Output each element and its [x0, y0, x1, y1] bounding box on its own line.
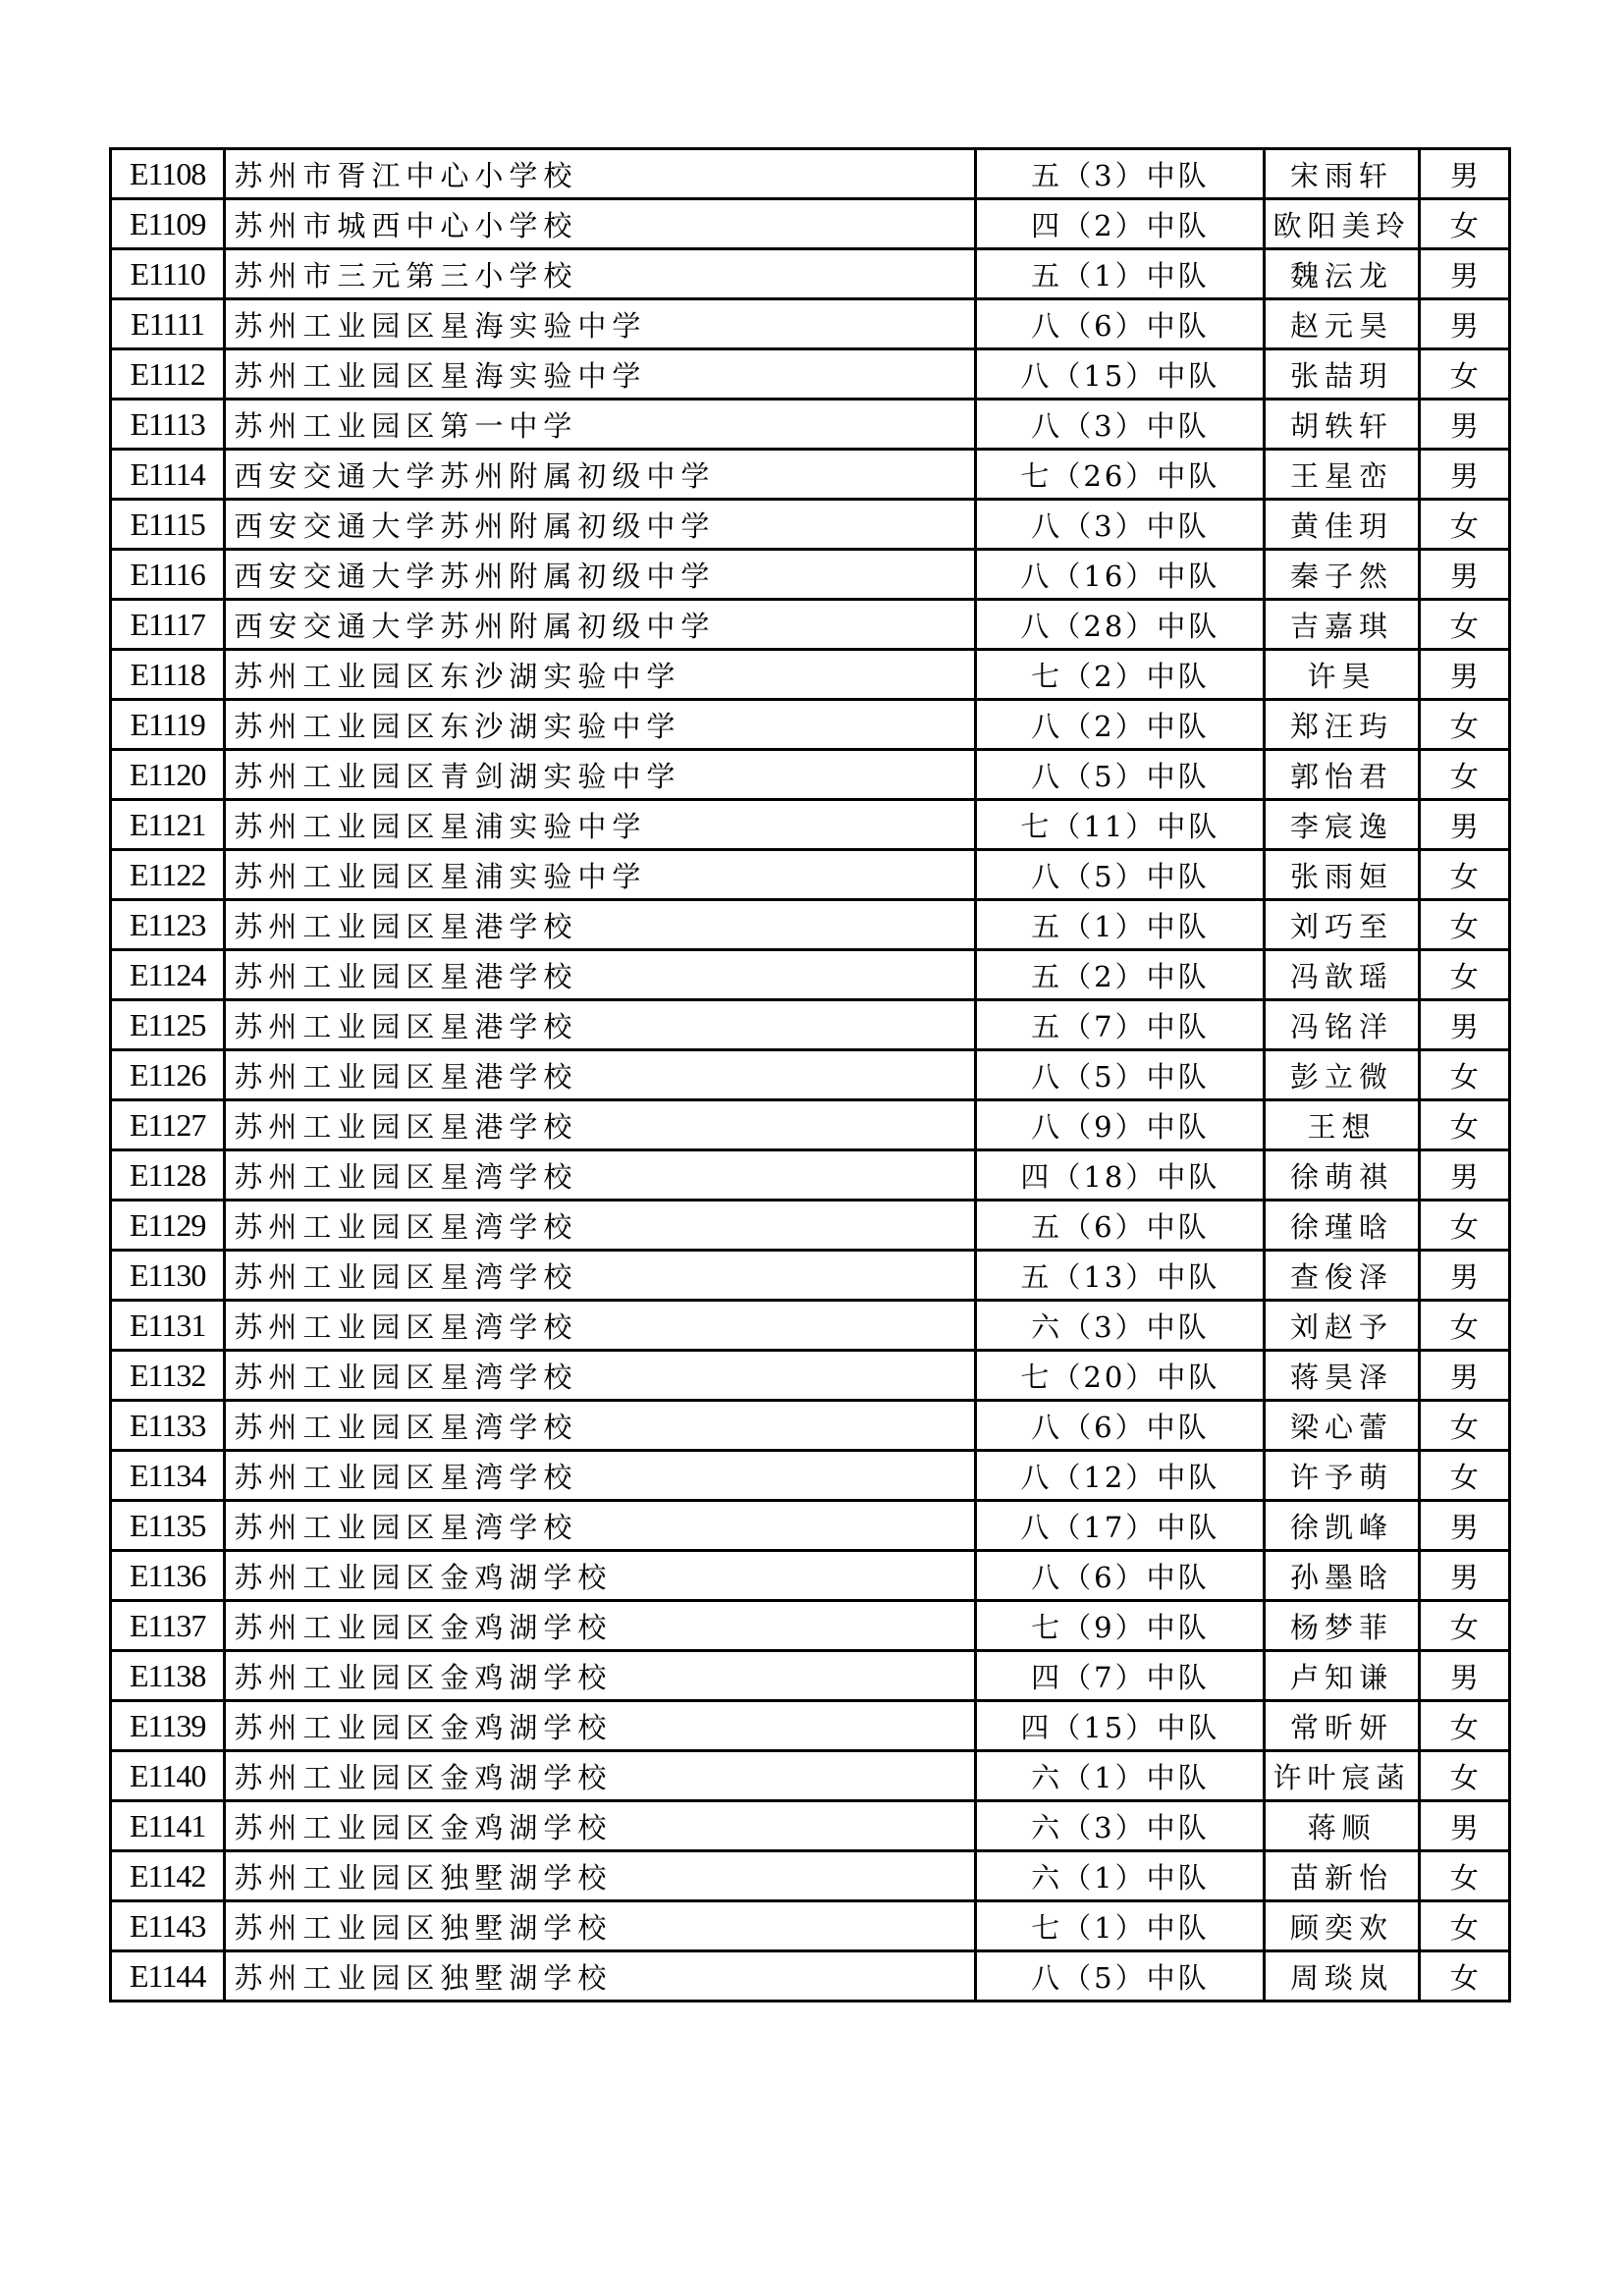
class-cell: 八（3）中队: [976, 400, 1265, 450]
student-id-cell: E1120: [111, 750, 225, 800]
school-cell: 苏州工业园区星湾学校: [225, 1501, 976, 1551]
student-name-cell: 许昊: [1265, 650, 1419, 700]
class-cell: 五（2）中队: [976, 950, 1265, 1000]
table-row: [111, 1251, 1510, 1301]
student-name-cell: 王星峦: [1265, 450, 1419, 500]
class-cell: 八（5）中队: [976, 750, 1265, 800]
class-cell: 四（2）中队: [976, 199, 1265, 249]
gender-cell: 男: [1419, 1501, 1509, 1551]
student-id-cell: E1144: [111, 1951, 225, 2002]
gender-cell: 女: [1419, 1851, 1509, 1901]
class-cell: 八（3）中队: [976, 500, 1265, 550]
class-cell: 六（1）中队: [976, 1851, 1265, 1901]
gender-cell: 女: [1419, 850, 1509, 900]
table-row: [111, 299, 1510, 349]
table-row: [111, 800, 1510, 850]
school-cell: 西安交通大学苏州附属初级中学: [225, 450, 976, 500]
gender-cell: 男: [1419, 1551, 1509, 1601]
school-cell: 苏州市胥江中心小学校: [225, 149, 976, 199]
table-row: [111, 550, 1510, 600]
student-id-cell: E1137: [111, 1601, 225, 1651]
table-row: [111, 1050, 1510, 1100]
gender-cell: 女: [1419, 950, 1509, 1000]
class-cell: 八（5）中队: [976, 1951, 1265, 2002]
gender-cell: 女: [1419, 750, 1509, 800]
class-cell: 七（2）中队: [976, 650, 1265, 700]
student-name-cell: 徐瑾晗: [1265, 1201, 1419, 1251]
student-id-cell: E1117: [111, 600, 225, 650]
table-row: [111, 149, 1510, 199]
table-row: [111, 199, 1510, 249]
student-name-cell: 王想: [1265, 1100, 1419, 1150]
table-row: [111, 950, 1510, 1000]
class-cell: 五（3）中队: [976, 149, 1265, 199]
gender-cell: 男: [1419, 550, 1509, 600]
gender-cell: 女: [1419, 1901, 1509, 1951]
student-id-cell: E1132: [111, 1351, 225, 1401]
gender-cell: 男: [1419, 1251, 1509, 1301]
class-cell: 八（6）中队: [976, 1401, 1265, 1451]
class-cell: 六（1）中队: [976, 1751, 1265, 1801]
student-id-cell: E1141: [111, 1801, 225, 1851]
school-cell: 苏州工业园区星港学校: [225, 950, 976, 1000]
student-id-cell: E1121: [111, 800, 225, 850]
table-row: [111, 1951, 1510, 2002]
gender-cell: 女: [1419, 1201, 1509, 1251]
student-name-cell: 欧阳美玲: [1265, 199, 1419, 249]
student-id-cell: E1114: [111, 450, 225, 500]
gender-cell: 男: [1419, 650, 1509, 700]
class-cell: 八（15）中队: [976, 349, 1265, 400]
school-cell: 苏州工业园区星港学校: [225, 1100, 976, 1150]
school-cell: 西安交通大学苏州附属初级中学: [225, 550, 976, 600]
student-id-cell: E1122: [111, 850, 225, 900]
student-id-cell: E1125: [111, 1000, 225, 1050]
school-cell: 苏州工业园区东沙湖实验中学: [225, 700, 976, 750]
student-id-cell: E1131: [111, 1301, 225, 1351]
school-cell: 苏州工业园区星湾学校: [225, 1351, 976, 1401]
school-cell: 苏州工业园区星港学校: [225, 1000, 976, 1050]
gender-cell: 女: [1419, 600, 1509, 650]
student-name-cell: 周琰岚: [1265, 1951, 1419, 2002]
student-id-cell: E1139: [111, 1701, 225, 1751]
student-id-cell: E1142: [111, 1851, 225, 1901]
table-row: [111, 1901, 1510, 1951]
school-cell: 苏州工业园区金鸡湖学校: [225, 1801, 976, 1851]
class-cell: 八（5）中队: [976, 850, 1265, 900]
class-cell: 五（1）中队: [976, 900, 1265, 950]
student-name-cell: 蒋顺: [1265, 1801, 1419, 1851]
student-name-cell: 赵元昊: [1265, 299, 1419, 349]
class-cell: 八（6）中队: [976, 299, 1265, 349]
gender-cell: 女: [1419, 900, 1509, 950]
class-cell: 八（2）中队: [976, 700, 1265, 750]
table-row: [111, 1701, 1510, 1751]
table-row: [111, 1150, 1510, 1201]
gender-cell: 男: [1419, 400, 1509, 450]
student-name-cell: 张雨姮: [1265, 850, 1419, 900]
table-row: [111, 1751, 1510, 1801]
class-cell: 七（9）中队: [976, 1601, 1265, 1651]
gender-cell: 男: [1419, 1000, 1509, 1050]
school-cell: 西安交通大学苏州附属初级中学: [225, 500, 976, 550]
student-name-cell: 魏沄龙: [1265, 249, 1419, 299]
student-name-cell: 黄佳玥: [1265, 500, 1419, 550]
school-cell: 苏州工业园区独墅湖学校: [225, 1951, 976, 2002]
student-name-cell: 冯铭洋: [1265, 1000, 1419, 1050]
table-row: [111, 1651, 1510, 1701]
table-row: [111, 1201, 1510, 1251]
student-id-cell: E1134: [111, 1451, 225, 1501]
school-cell: 苏州工业园区独墅湖学校: [225, 1901, 976, 1951]
student-id-cell: E1128: [111, 1150, 225, 1201]
student-name-cell: 查俊泽: [1265, 1251, 1419, 1301]
table-body: [111, 149, 1510, 2002]
class-cell: 七（11）中队: [976, 800, 1265, 850]
student-id-cell: E1115: [111, 500, 225, 550]
school-cell: 苏州工业园区金鸡湖学校: [225, 1751, 976, 1801]
gender-cell: 男: [1419, 1351, 1509, 1401]
table-row: [111, 1801, 1510, 1851]
student-name-cell: 秦子然: [1265, 550, 1419, 600]
student-id-cell: E1127: [111, 1100, 225, 1150]
school-cell: 苏州工业园区金鸡湖学校: [225, 1601, 976, 1651]
school-cell: 苏州工业园区星湾学校: [225, 1201, 976, 1251]
student-id-cell: E1138: [111, 1651, 225, 1701]
class-cell: 五（7）中队: [976, 1000, 1265, 1050]
table-row: [111, 900, 1510, 950]
table-row: [111, 400, 1510, 450]
table-row: [111, 249, 1510, 299]
table-row: [111, 1451, 1510, 1501]
student-id-cell: E1143: [111, 1901, 225, 1951]
gender-cell: 女: [1419, 1451, 1509, 1501]
student-name-cell: 蒋昊泽: [1265, 1351, 1419, 1401]
student-name-cell: 徐凯峰: [1265, 1501, 1419, 1551]
table-row: [111, 1000, 1510, 1050]
student-id-cell: E1123: [111, 900, 225, 950]
class-cell: 六（3）中队: [976, 1301, 1265, 1351]
gender-cell: 男: [1419, 299, 1509, 349]
school-cell: 苏州工业园区星浦实验中学: [225, 800, 976, 850]
table-row: [111, 1501, 1510, 1551]
class-cell: 八（5）中队: [976, 1050, 1265, 1100]
class-cell: 八（17）中队: [976, 1501, 1265, 1551]
gender-cell: 女: [1419, 1301, 1509, 1351]
class-cell: 四（15）中队: [976, 1701, 1265, 1751]
student-name-cell: 张喆玥: [1265, 349, 1419, 400]
table-row: [111, 1100, 1510, 1150]
gender-cell: 男: [1419, 800, 1509, 850]
class-cell: 八（12）中队: [976, 1451, 1265, 1501]
student-id-cell: E1126: [111, 1050, 225, 1100]
student-name-cell: 梁心蕾: [1265, 1401, 1419, 1451]
school-cell: 苏州工业园区金鸡湖学校: [225, 1551, 976, 1601]
school-cell: 西安交通大学苏州附属初级中学: [225, 600, 976, 650]
school-cell: 苏州工业园区第一中学: [225, 400, 976, 450]
class-cell: 五（13）中队: [976, 1251, 1265, 1301]
gender-cell: 女: [1419, 349, 1509, 400]
student-name-cell: 郭怡君: [1265, 750, 1419, 800]
gender-cell: 女: [1419, 1401, 1509, 1451]
table-row: [111, 1401, 1510, 1451]
gender-cell: 男: [1419, 1651, 1509, 1701]
school-cell: 苏州工业园区东沙湖实验中学: [225, 650, 976, 700]
school-cell: 苏州工业园区星港学校: [225, 900, 976, 950]
table-row: [111, 1301, 1510, 1351]
school-cell: 苏州工业园区星海实验中学: [225, 299, 976, 349]
class-cell: 五（6）中队: [976, 1201, 1265, 1251]
class-cell: 七（26）中队: [976, 450, 1265, 500]
class-cell: 四（18）中队: [976, 1150, 1265, 1201]
school-cell: 苏州市三元第三小学校: [225, 249, 976, 299]
gender-cell: 女: [1419, 1601, 1509, 1651]
student-name-cell: 许叶宸菡: [1265, 1751, 1419, 1801]
school-cell: 苏州市城西中心小学校: [225, 199, 976, 249]
table-row: [111, 1351, 1510, 1401]
student-id-cell: E1124: [111, 950, 225, 1000]
gender-cell: 男: [1419, 149, 1509, 199]
class-cell: 八（16）中队: [976, 550, 1265, 600]
student-id-cell: E1119: [111, 700, 225, 750]
student-name-cell: 苗新怡: [1265, 1851, 1419, 1901]
school-cell: 苏州工业园区星港学校: [225, 1050, 976, 1100]
school-cell: 苏州工业园区星湾学校: [225, 1401, 976, 1451]
school-cell: 苏州工业园区星湾学校: [225, 1301, 976, 1351]
student-name-cell: 杨梦菲: [1265, 1601, 1419, 1651]
gender-cell: 男: [1419, 450, 1509, 500]
class-cell: 六（3）中队: [976, 1801, 1265, 1851]
table-row: [111, 1851, 1510, 1901]
table-row: [111, 349, 1510, 400]
student-name-cell: 郑汪玙: [1265, 700, 1419, 750]
student-name-cell: 顾奕欢: [1265, 1901, 1419, 1951]
gender-cell: 男: [1419, 1801, 1509, 1851]
student-id-cell: E1129: [111, 1201, 225, 1251]
student-name-cell: 彭立微: [1265, 1050, 1419, 1100]
student-id-cell: E1130: [111, 1251, 225, 1301]
table-row: [111, 850, 1510, 900]
table-row: [111, 650, 1510, 700]
school-cell: 苏州工业园区独墅湖学校: [225, 1851, 976, 1901]
class-cell: 四（7）中队: [976, 1651, 1265, 1701]
gender-cell: 女: [1419, 1050, 1509, 1100]
table-row: [111, 700, 1510, 750]
table-row: [111, 450, 1510, 500]
class-cell: 五（1）中队: [976, 249, 1265, 299]
student-name-cell: 卢知谦: [1265, 1651, 1419, 1701]
student-name-cell: 李宸逸: [1265, 800, 1419, 850]
student-id-cell: E1140: [111, 1751, 225, 1801]
student-id-cell: E1118: [111, 650, 225, 700]
student-name-cell: 宋雨轩: [1265, 149, 1419, 199]
gender-cell: 男: [1419, 1150, 1509, 1201]
student-name-cell: 常昕妍: [1265, 1701, 1419, 1751]
school-cell: 苏州工业园区星湾学校: [225, 1251, 976, 1301]
student-name-cell: 刘赵予: [1265, 1301, 1419, 1351]
class-cell: 七（1）中队: [976, 1901, 1265, 1951]
school-cell: 苏州工业园区星海实验中学: [225, 349, 976, 400]
class-cell: 八（28）中队: [976, 600, 1265, 650]
class-cell: 八（9）中队: [976, 1100, 1265, 1150]
table-row: [111, 750, 1510, 800]
student-id-cell: E1108: [111, 149, 225, 199]
gender-cell: 女: [1419, 700, 1509, 750]
student-list-table: [109, 147, 1511, 2002]
student-name-cell: 吉嘉琪: [1265, 600, 1419, 650]
school-cell: 苏州工业园区星湾学校: [225, 1150, 976, 1201]
gender-cell: 女: [1419, 199, 1509, 249]
table-row: [111, 500, 1510, 550]
student-name-cell: 孙墨晗: [1265, 1551, 1419, 1601]
student-id-cell: E1109: [111, 199, 225, 249]
gender-cell: 女: [1419, 1951, 1509, 2002]
class-cell: 七（20）中队: [976, 1351, 1265, 1401]
gender-cell: 女: [1419, 1701, 1509, 1751]
student-id-cell: E1133: [111, 1401, 225, 1451]
school-cell: 苏州工业园区金鸡湖学校: [225, 1701, 976, 1751]
student-id-cell: E1112: [111, 349, 225, 400]
student-id-cell: E1136: [111, 1551, 225, 1601]
student-id-cell: E1110: [111, 249, 225, 299]
gender-cell: 女: [1419, 1751, 1509, 1801]
table-row: [111, 1551, 1510, 1601]
student-id-cell: E1111: [111, 299, 225, 349]
student-name-cell: 徐萌祺: [1265, 1150, 1419, 1201]
student-name-cell: 许予萌: [1265, 1451, 1419, 1501]
gender-cell: 男: [1419, 249, 1509, 299]
table-row: [111, 1601, 1510, 1651]
school-cell: 苏州工业园区星湾学校: [225, 1451, 976, 1501]
table-row: [111, 600, 1510, 650]
student-name-cell: 冯歆瑶: [1265, 950, 1419, 1000]
school-cell: 苏州工业园区金鸡湖学校: [225, 1651, 976, 1701]
class-cell: 八（6）中队: [976, 1551, 1265, 1601]
student-id-cell: E1113: [111, 400, 225, 450]
student-name-cell: 刘巧至: [1265, 900, 1419, 950]
gender-cell: 女: [1419, 1100, 1509, 1150]
student-name-cell: 胡轶轩: [1265, 400, 1419, 450]
school-cell: 苏州工业园区星浦实验中学: [225, 850, 976, 900]
school-cell: 苏州工业园区青剑湖实验中学: [225, 750, 976, 800]
student-id-cell: E1135: [111, 1501, 225, 1551]
gender-cell: 女: [1419, 500, 1509, 550]
student-id-cell: E1116: [111, 550, 225, 600]
